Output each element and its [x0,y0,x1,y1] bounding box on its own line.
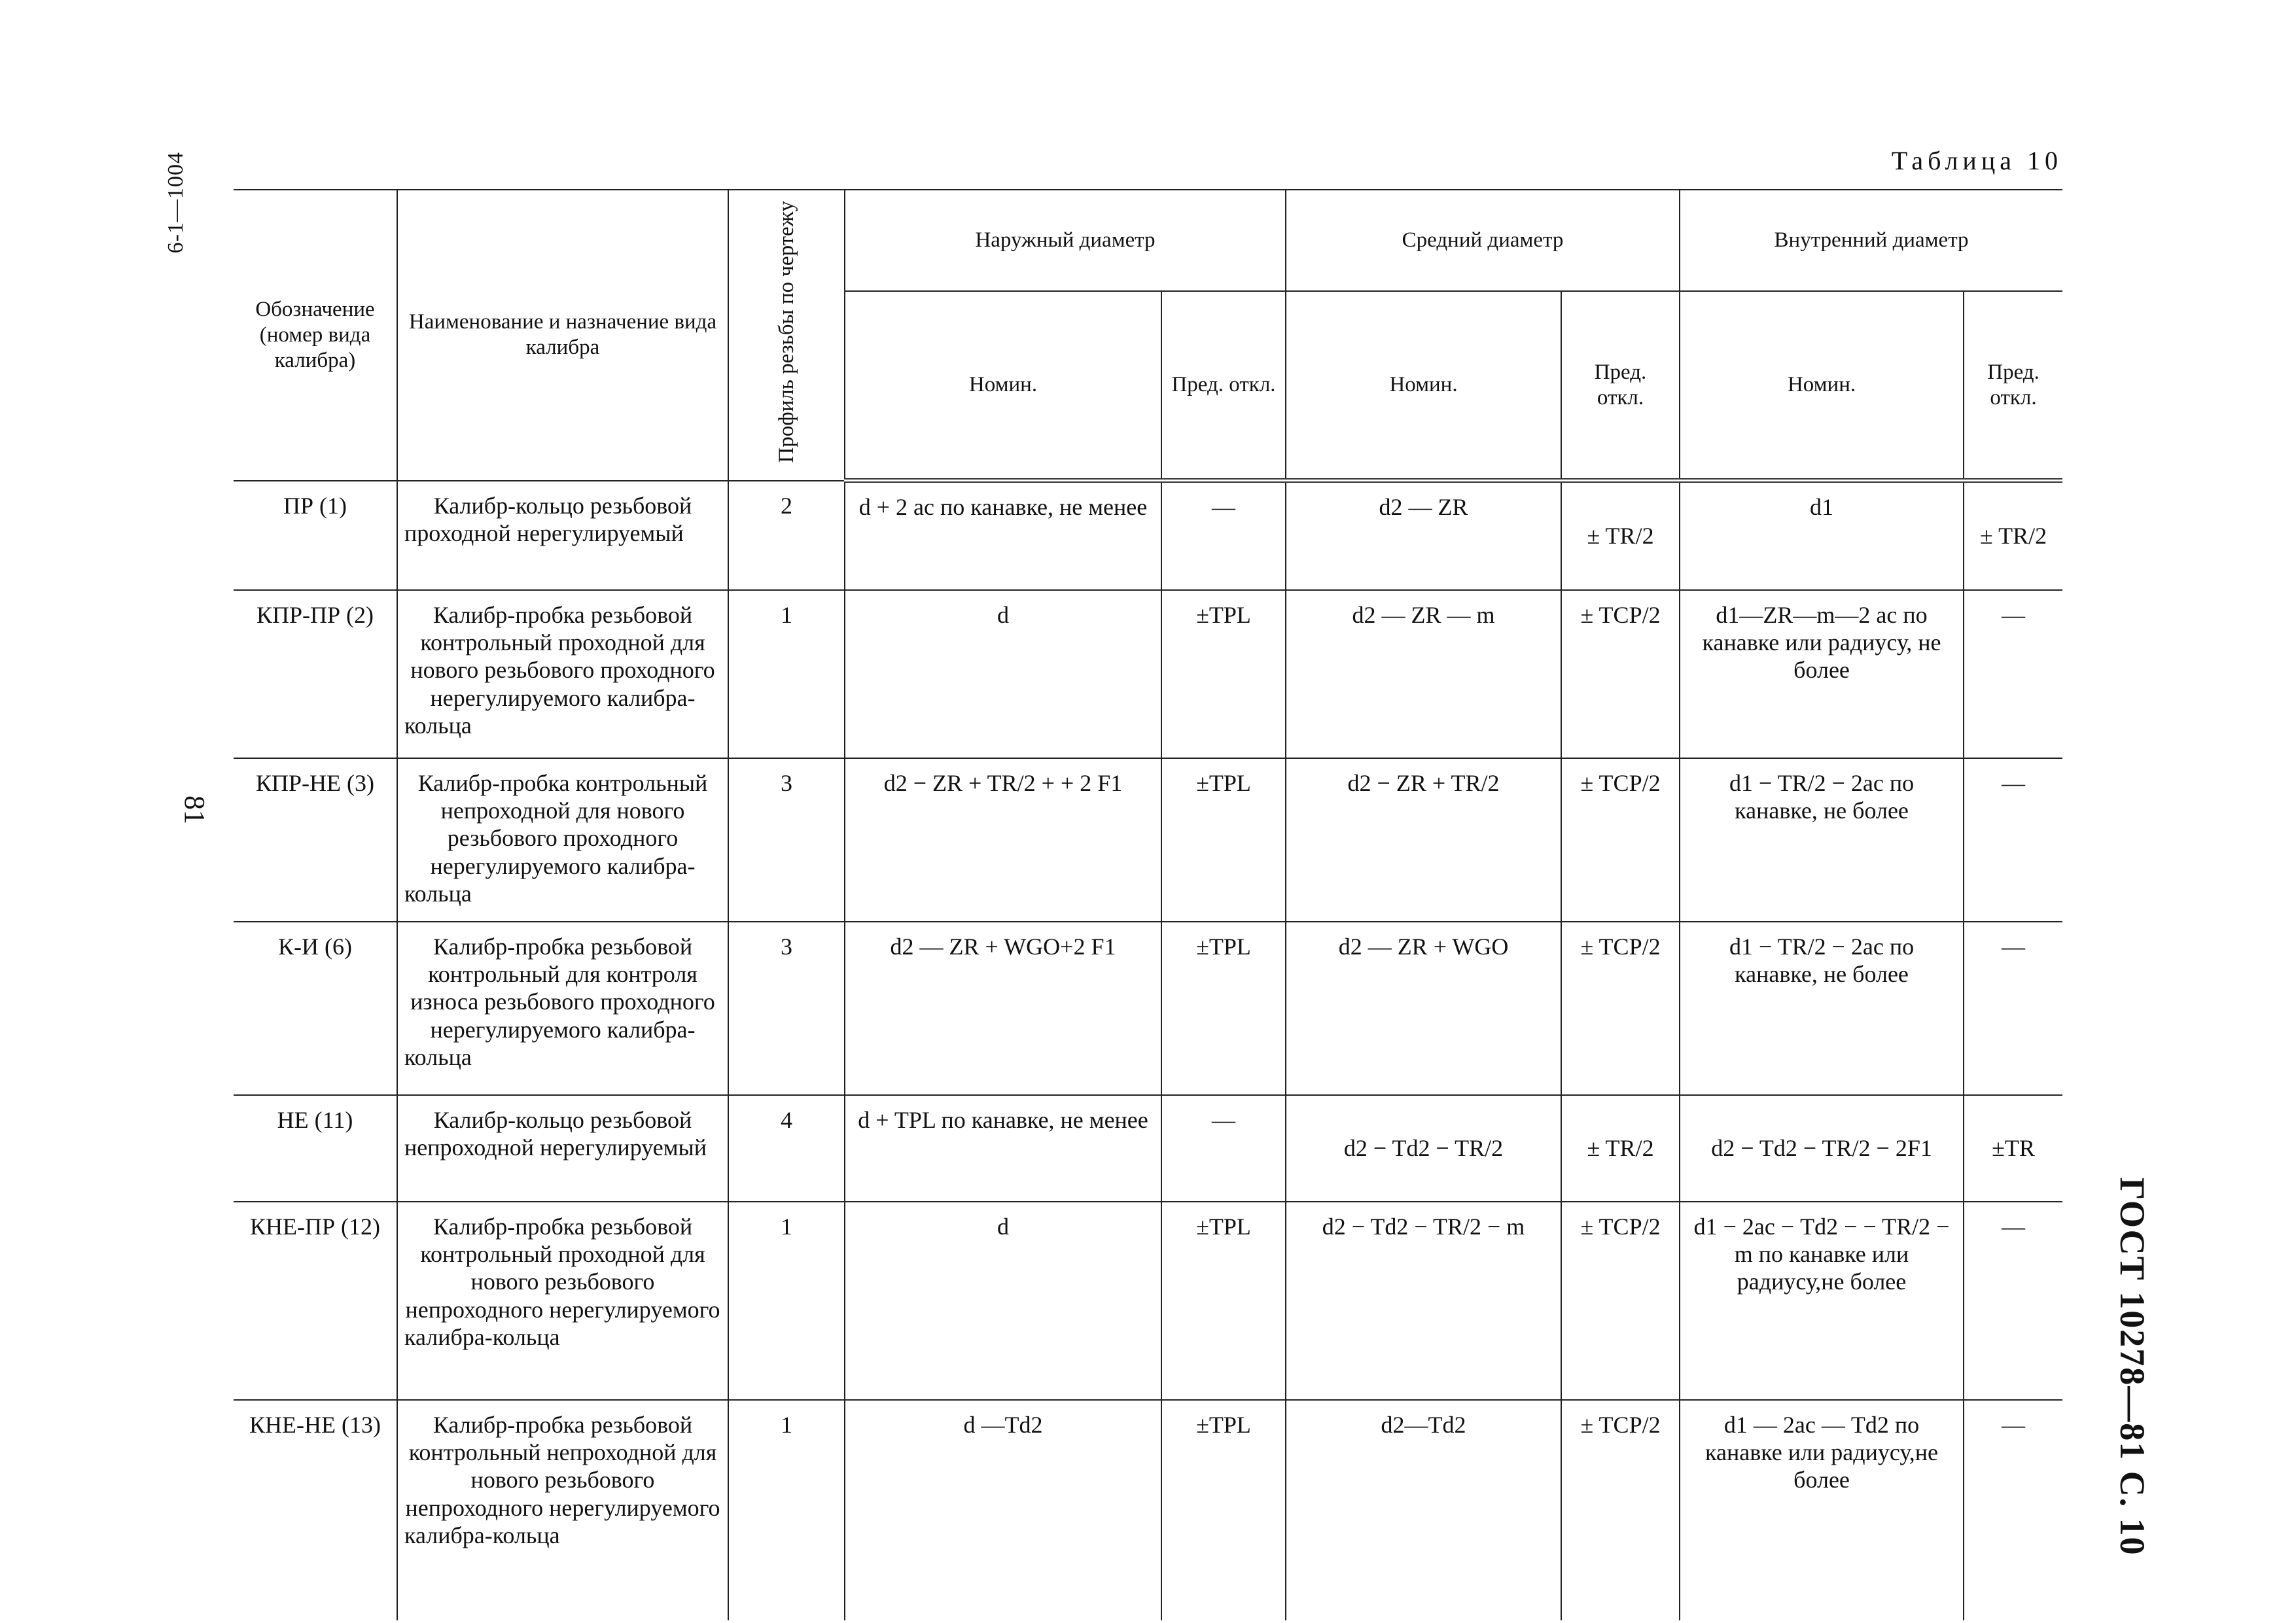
cell-name: Калибр-пробка резьбовой контрольный непроходной для нового резьбового непроходного нерегулируемого калибра-кольца [397,1400,728,1620]
cell-profile: 1 [728,590,845,758]
table-row [234,922,2062,1095]
cell-profile: 3 [728,922,845,1095]
table-row [234,1202,2062,1400]
cell-middle-tolerance: ± TCP/2 [1561,1400,1680,1620]
cell-profile: 1 [728,1400,845,1620]
cell-outer-nominal: d2 − ZR + TR/2 + + 2 F1 [845,758,1161,922]
cell-name: Калибр-пробка резьбовой контрольный проходной для нового резьбового проходного нерегулируемого калибра-кольца [397,590,728,758]
header-outer-diameter: Наружный диаметр [845,190,1286,291]
cell-outer-nominal: d —Td2 [845,1400,1161,1620]
header-middle-diameter: Средний диаметр [1286,190,1680,291]
cell-designation: КНЕ-НЕ (13) [234,1400,397,1620]
header-middle-nominal: Номин. [1286,291,1561,480]
cell-middle-nominal: d2 — ZR + WGO [1286,922,1561,1095]
cell-middle-nominal: d2 − Td2 − TR/2 − m [1286,1202,1561,1400]
cell-outer-tolerance: ±TPL [1161,1400,1286,1620]
cell-middle-tolerance: ± TCP/2 [1561,1202,1680,1400]
cell-outer-tolerance: ±TPL [1161,758,1286,922]
page-number: 81 [179,795,211,824]
cell-inner-nominal: d1 − TR/2 − 2aс по канавке, не более [1680,758,1964,922]
cell-middle-tolerance: ± TCP/2 [1561,922,1680,1095]
cell-name: Калибр-пробка контрольный непроходной для нового резьбового проходного нерегулируемого калибра-кольца [397,758,728,922]
cell-middle-nominal: d2—Td2 [1286,1400,1561,1620]
cell-outer-tolerance: ±TPL [1161,590,1286,758]
header-inner-nominal: Номин. [1680,291,1964,480]
table-row [234,590,2062,758]
cell-inner-nominal: d1 − 2aс − Td2 − − TR/2 − m по канавке или радиусу,не более [1680,1202,1964,1400]
cell-profile: 3 [728,758,845,922]
header-designation: Обозначение (номер вида калибра) [234,190,397,481]
cell-name: Калибр-кольцо резьбовой проходной нерегулируемый [397,481,728,590]
header-profile-text: Профиль резьбы по чертежу [774,201,798,463]
cell-inner-tolerance: — [1964,590,2062,758]
cell-name: Калибр-пробка резьбовой контрольный проходной для нового резьбового непроходного нерегулируемого калибра-кольца [397,1202,728,1400]
cell-profile: 4 [728,1095,845,1202]
cell-name: Калибр-пробка резьбовой контрольный для контроля износа резьбового проходного нерегулируемого калибра-кольца [397,922,728,1095]
cell-middle-tolerance: ± TR/2 [1561,481,1680,590]
cell-inner-nominal: d2 − Td2 − TR/2 − 2F1 [1680,1095,1964,1202]
cell-name: Калибр-кольцо резьбовой непроходной нерегулируемый [397,1095,728,1202]
header-profile [728,190,845,481]
cell-designation: КНЕ-ПР (12) [234,1202,397,1400]
cell-outer-nominal: d + 2 aс по канавке, не менее [845,481,1161,590]
cell-designation: КПР-НЕ (3) [234,758,397,922]
cell-outer-nominal: d + TPL по канавке, не менее [845,1095,1161,1202]
cell-designation: КПР-ПР (2) [234,590,397,758]
cell-outer-tolerance: ±TPL [1161,922,1286,1095]
header-name: Наименование и назначение вида калибра [397,190,728,481]
cell-inner-tolerance: — [1964,1202,2062,1400]
header-middle-tolerance: Пред. откл. [1561,291,1680,480]
cell-designation: К-И (6) [234,922,397,1095]
cell-inner-nominal: d1 — 2aс — Td2 по канавке или радиусу,не более [1680,1400,1964,1620]
cell-inner-tolerance: — [1964,922,2062,1095]
cell-inner-nominal: d1 − TR/2 − 2aс по канавке, не более [1680,922,1964,1095]
cell-outer-tolerance: — [1161,1095,1286,1202]
table-row [234,1095,2062,1202]
table-row [234,758,2062,922]
cell-inner-tolerance: — [1964,758,2062,922]
cell-outer-tolerance: — [1161,481,1286,590]
side-code: 6-1—1004 [164,152,188,254]
cell-inner-tolerance: ± TR/2 [1964,481,2062,590]
cell-profile: 2 [728,481,845,590]
cell-designation: ПР (1) [234,481,397,590]
cell-inner-nominal: d1 [1680,481,1964,590]
cell-inner-nominal: d1—ZR—m—2 aс по канавке или радиусу, не более [1680,590,1964,758]
table-row [234,481,2062,590]
header-outer-tolerance: Пред. откл. [1161,291,1286,480]
header-inner-tolerance: Пред. откл. [1964,291,2062,480]
cell-inner-tolerance: — [1964,1400,2062,1620]
cell-inner-tolerance: ±TR [1964,1095,2062,1202]
cell-profile: 1 [728,1202,845,1400]
cell-middle-tolerance: ± TCP/2 [1561,758,1680,922]
cell-designation: НЕ (11) [234,1095,397,1202]
cell-outer-nominal: d [845,1202,1161,1400]
header-inner-diameter: Внутренний диаметр [1680,190,2062,291]
gauge-table [234,189,2062,1620]
cell-middle-nominal: d2 — ZR — m [1286,590,1561,758]
cell-middle-tolerance: ± TR/2 [1561,1095,1680,1202]
table-row [234,1400,2062,1620]
cell-outer-tolerance: ±TPL [1161,1202,1286,1400]
cell-middle-nominal: d2 − Td2 − TR/2 [1286,1095,1561,1202]
cell-outer-nominal: d2 — ZR + WGO+2 F1 [845,922,1161,1095]
cell-outer-nominal: d [845,590,1161,758]
table-caption: Таблица 10 [1891,146,2062,175]
cell-middle-nominal: d2 — ZR [1286,481,1561,590]
cell-middle-tolerance: ± TCP/2 [1561,590,1680,758]
header-outer-nominal: Номин. [845,291,1161,480]
cell-middle-nominal: d2 − ZR + TR/2 [1286,758,1561,922]
gost-label: ГОСТ 10278—81 С. 10 [2113,1178,2152,1556]
